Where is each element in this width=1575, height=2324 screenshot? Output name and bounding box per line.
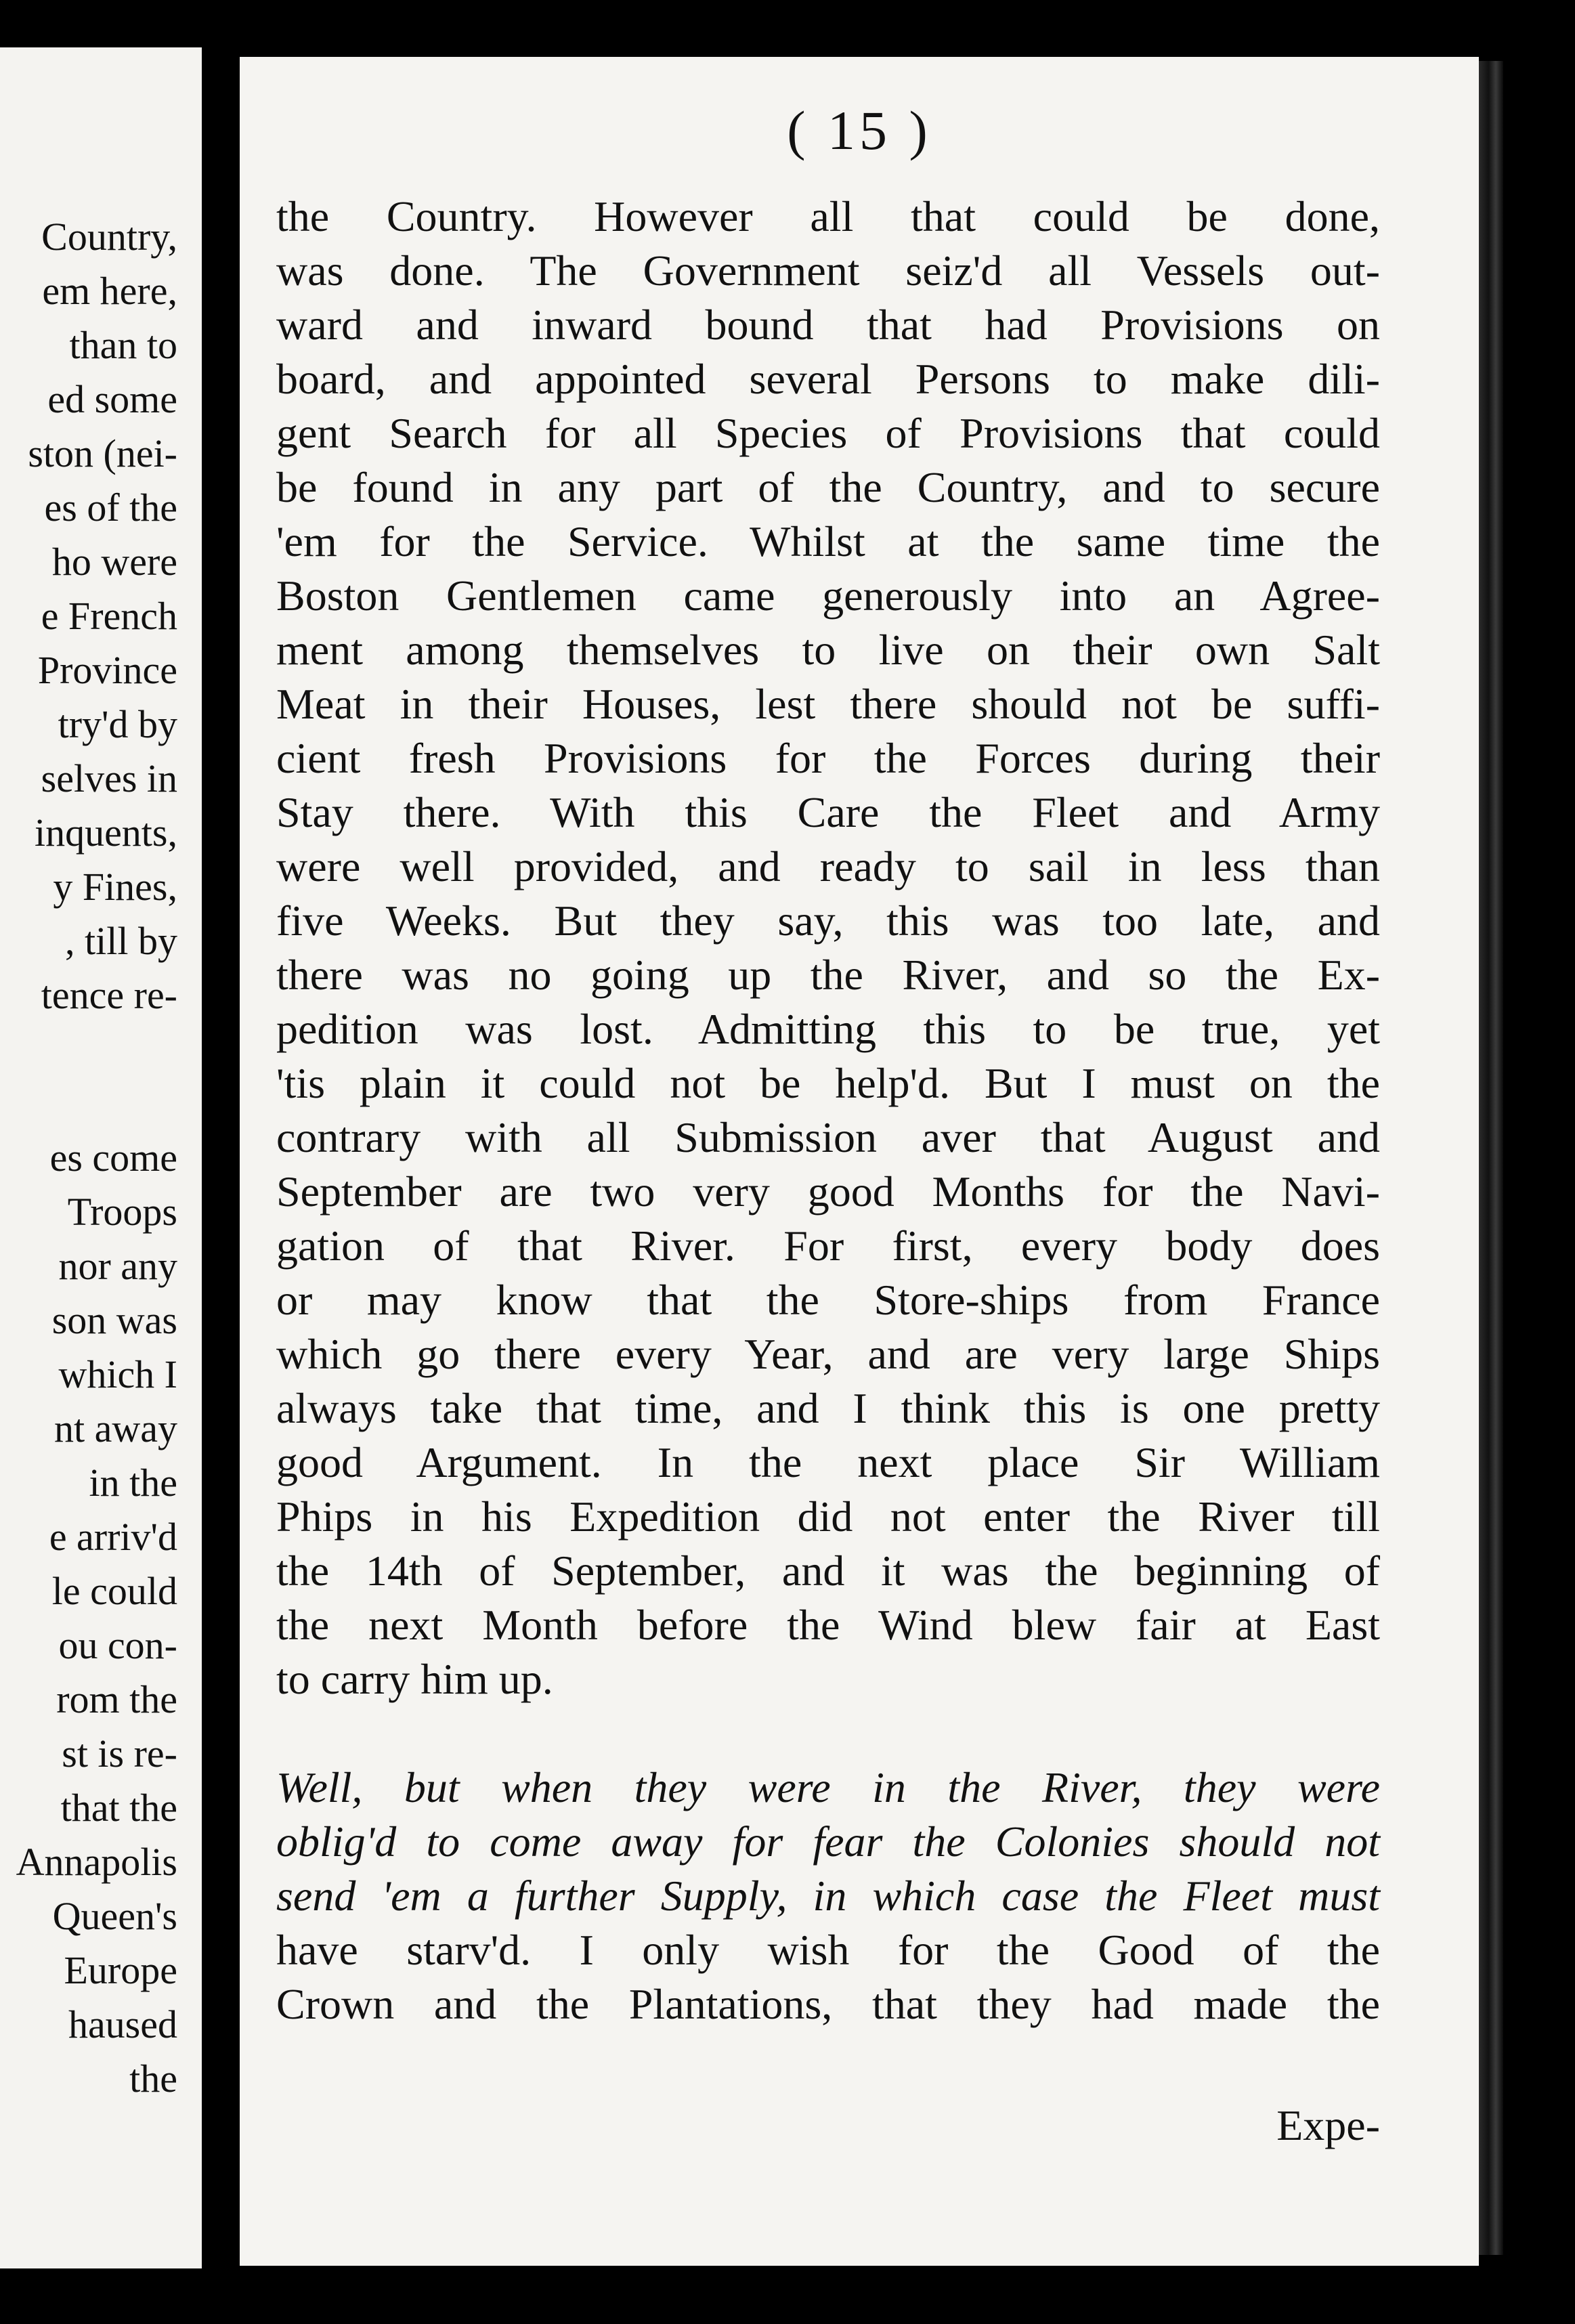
text-line: which go there every Year, and are very large Ships — [276, 1330, 1380, 1378]
left-line: than to — [69, 323, 177, 367]
left-line: , till by — [65, 919, 177, 963]
left-line: haused — [68, 2002, 177, 2046]
text-line: was done. The Government seiz'd all Vessels out- — [276, 246, 1380, 295]
text-line: contrary with all Submission aver that August and — [276, 1113, 1380, 1161]
page-edge — [1479, 61, 1503, 2255]
text-line: Well, but when they were in the River, they were — [276, 1763, 1380, 1811]
left-line: ston (nei- — [28, 431, 177, 475]
text-line: gent Search for all Species of Provisions that could — [276, 409, 1380, 457]
text-line: five Weeks. But they say, this was too late, and — [276, 897, 1380, 945]
text-line: the next Month before the Wind blew fair at East — [276, 1601, 1380, 1649]
page-body — [276, 190, 1380, 2031]
text-line: there was no going up the River, and so the Ex- — [276, 951, 1380, 999]
left-line: es come — [49, 1136, 177, 1180]
left-line: which I — [58, 1352, 177, 1396]
left-line: selves in — [41, 756, 177, 800]
left-line: st is re- — [62, 1731, 177, 1776]
left-line: y Fines, — [53, 865, 177, 909]
left-line: rom the — [56, 1677, 177, 1721]
text-line: Meat in their Houses, lest there should not be suffi- — [276, 680, 1380, 728]
text-line: Phips in his Expedition did not enter the River till — [276, 1492, 1380, 1541]
left-line: ho were — [51, 540, 177, 584]
text-line: ward and inward bound that had Provisions on — [276, 301, 1380, 349]
text-line: gation of that River. For first, every body does — [276, 1222, 1380, 1270]
left-line: inquents, — [34, 811, 177, 855]
text-line: Boston Gentlemen came generously into an Agree- — [276, 572, 1380, 620]
text-line: pedition was lost. Admitting this to be true, yet — [276, 1005, 1380, 1053]
left-line: Annapolis — [16, 1840, 177, 1884]
text-line: the 14th of September, and it was the beginning of — [276, 1547, 1380, 1595]
text-line: or may know that the Store-ships from France — [276, 1276, 1380, 1324]
left-line: Troops — [67, 1190, 177, 1234]
text-line: good Argument. In the next place Sir William — [276, 1438, 1380, 1486]
text-line: board, and appointed several Persons to make dili- — [276, 355, 1380, 403]
left-page-fragment — [0, 47, 202, 2268]
text-line: always take that time, and I think this is one pretty — [276, 1384, 1380, 1432]
page-number: ( 15 ) — [787, 100, 932, 161]
main-page — [240, 57, 1479, 2266]
left-gap — [0, 1077, 177, 1131]
text-line: have starv'd. I only wish for the Good of the — [276, 1926, 1380, 1974]
left-line: es of the — [44, 486, 177, 530]
left-line: nor any — [58, 1244, 177, 1288]
text-line: September are two very good Months for the Navi- — [276, 1167, 1380, 1215]
left-line: Europe — [64, 1948, 177, 1992]
text-line: send 'em a further Supply, in which case the Fleet must — [276, 1872, 1380, 1920]
text-line: to carry him up. — [276, 1655, 553, 1703]
text-line: cient fresh Provisions for the Forces during their — [276, 734, 1380, 782]
paragraph-gap — [276, 1706, 1380, 1761]
text-line: the Country. However all that could be done, — [276, 192, 1380, 240]
left-line: tence re- — [41, 973, 177, 1017]
text-line: were well provided, and ready to sail in less than — [276, 842, 1380, 890]
left-line: try'd by — [58, 702, 177, 746]
left-line: e arriv'd — [49, 1515, 177, 1559]
text-line: Stay there. With this Care the Fleet and Army — [276, 788, 1380, 836]
left-line: em here, — [42, 269, 177, 313]
left-gap — [0, 1023, 177, 1077]
text-line: 'tis plain it could not be help'd. But I must on the — [276, 1059, 1380, 1107]
left-line: son was — [51, 1298, 177, 1342]
left-line: le could — [51, 1569, 177, 1613]
left-line: e French — [41, 594, 177, 638]
left-line: ed some — [47, 377, 177, 421]
text-line: be found in any part of the Country, and to secure — [276, 463, 1380, 511]
left-line: Queen's — [52, 1894, 177, 1938]
left-line: in the — [89, 1461, 177, 1505]
text-line: oblig'd to come away for fear the Colonies should not — [276, 1817, 1380, 1866]
text-line: ment among themselves to live on their own Salt — [276, 626, 1380, 674]
left-line: the — [129, 2057, 177, 2101]
text-line: 'em for the Service. Whilst at the same time the — [276, 517, 1380, 565]
text-line: Crown and the Plantations, that they had made the — [276, 1980, 1380, 2028]
book-gutter — [202, 0, 240, 2324]
left-page-text — [0, 210, 177, 2106]
left-line: nt away — [54, 1406, 177, 1450]
left-line: Province — [37, 648, 177, 692]
left-line: ou con- — [58, 1623, 177, 1667]
left-line: that the — [60, 1786, 177, 1830]
left-line: Country, — [41, 215, 177, 259]
catchword: Expe- — [1276, 2101, 1380, 2149]
